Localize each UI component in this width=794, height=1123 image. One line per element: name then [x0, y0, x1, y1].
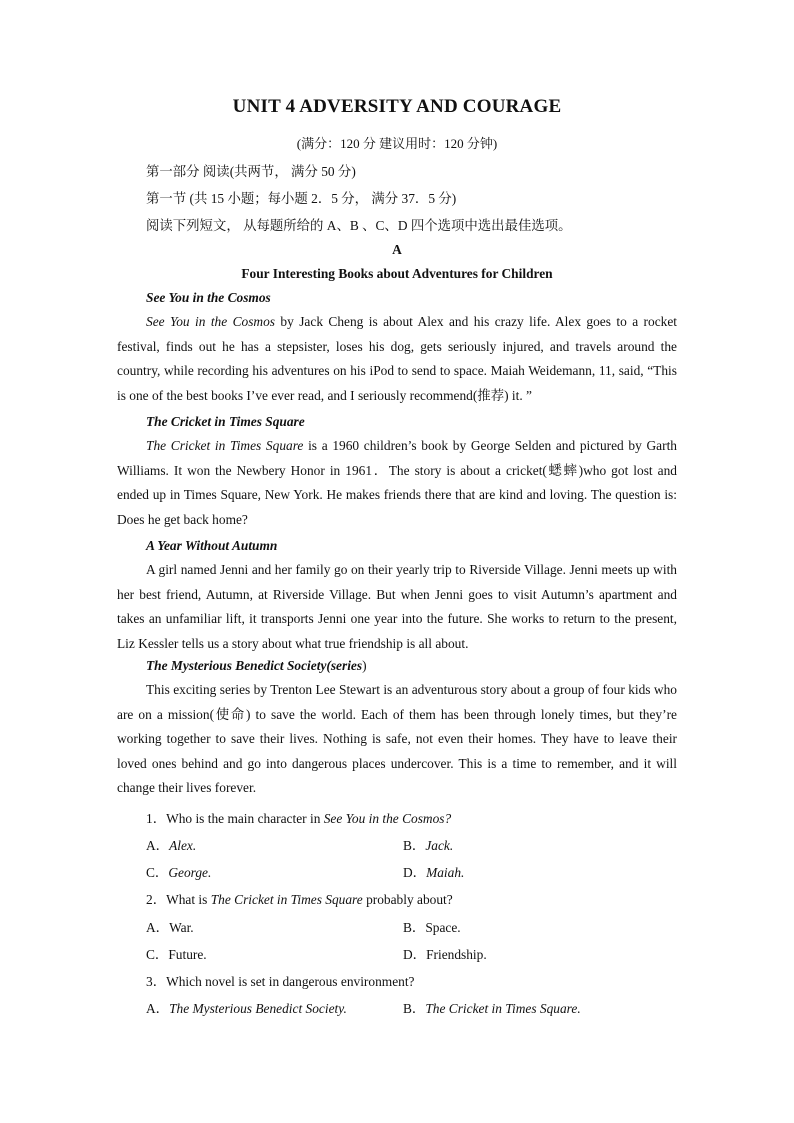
option-b[interactable]: B．Space. [403, 920, 461, 935]
option-b[interactable]: B．The Cricket in Times Square. [403, 1001, 581, 1016]
section-heading: 第一节 (共 15 小题；每小题 2．5 分， 满分 37．5 分) [146, 191, 457, 206]
option-c[interactable]: C．George. [146, 865, 212, 880]
option-a[interactable]: A．The Mysterious Benedict Society. [146, 1001, 347, 1016]
option-a[interactable]: A．War. [146, 920, 194, 935]
passage-label: A [392, 242, 402, 257]
book-heading: See You in the Cosmos [146, 290, 271, 305]
unit-title: UNIT 4 ADVERSITY AND COURAGE [232, 96, 562, 117]
score-time-note: (满分：120 分 建议用时：120 分钟) [296, 136, 498, 151]
book-heading: A Year Without Autumn [146, 538, 278, 553]
book-body: A girl named Jenni and her family go on their yearly trip to Riverside Village. Jenni meets up with her best friend, Autumn, at Riverside Village. But when Jenni goes to visit Autumn’s apartment and takes an unfamiliar lift, it transports Jenni one year into the future. She works to return to the present, Liz Kessler tells us a story about what true friendship is all about. [117, 562, 677, 651]
option-b[interactable]: B．Jack. [403, 838, 454, 853]
book-paragraph [117, 558, 677, 656]
option-d[interactable]: D．Maiah. [403, 865, 465, 880]
book-title-inline: See You in the Cosmos [146, 314, 276, 329]
option-c[interactable]: C．Future. [146, 947, 207, 962]
passage-title: Four Interesting Books about Adventures for Children [241, 266, 553, 281]
book-body: by Jack Cheng is about Alex and his crazy life. Alex goes to a rocket festival, finds out he has a stepsister, loses his dog, gets seriously injured, and travels around the country, while recording his adventures on his iPod to send to space. Maiah Weidemann, 11, said, “This is one of the best books I’ve ever read, and I seriously recommend(推荐) it. ” [117, 314, 677, 403]
book-title-inline: The Cricket in Times Square [146, 438, 304, 453]
book-heading: The Cricket in Times Square [146, 414, 305, 429]
book-heading: The Mysterious Benedict Society(series) [146, 658, 367, 673]
book-body: is a 1960 children’s book by George Selden and pictured by Garth Williams. It won the Newbery Honor in 1961．The story is about a cricket(蟋蟀)who got lost and ended up in Times Square, New York. He makes friends there that are kind and loving. The question is: Does he get back home? [117, 438, 677, 527]
question-stem: 3．Which novel is set in dangerous environment? [146, 974, 415, 989]
question-stem: 1．Who is the main character in See You in the Cosmos? [146, 811, 452, 826]
book-paragraph [117, 310, 677, 408]
book-paragraph [117, 678, 677, 801]
option-a[interactable]: A．Alex. [146, 838, 197, 853]
option-d[interactable]: D．Friendship. [403, 947, 487, 962]
question-stem: 2．What is The Cricket in Times Square probably about? [146, 892, 453, 907]
part-heading: 第一部分 阅读(共两节， 满分 50 分) [146, 164, 356, 179]
book-body: This exciting series by Trenton Lee Stewart is an adventurous story about a group of four kids who are on a mission(使命) to save the world. Each of them has been through lonely times, but they’re working together to save their lives. Nothing is safe, not even their homes. They have to leave their loved ones behind and go into dangerous places undercover. This is a time to remember, and it will change their lives forever. [117, 682, 677, 796]
directions: 阅读下列短文， 从每题所给的 A、B 、C、D 四个选项中选出最佳选项。 [146, 218, 572, 233]
book-paragraph [117, 434, 677, 532]
